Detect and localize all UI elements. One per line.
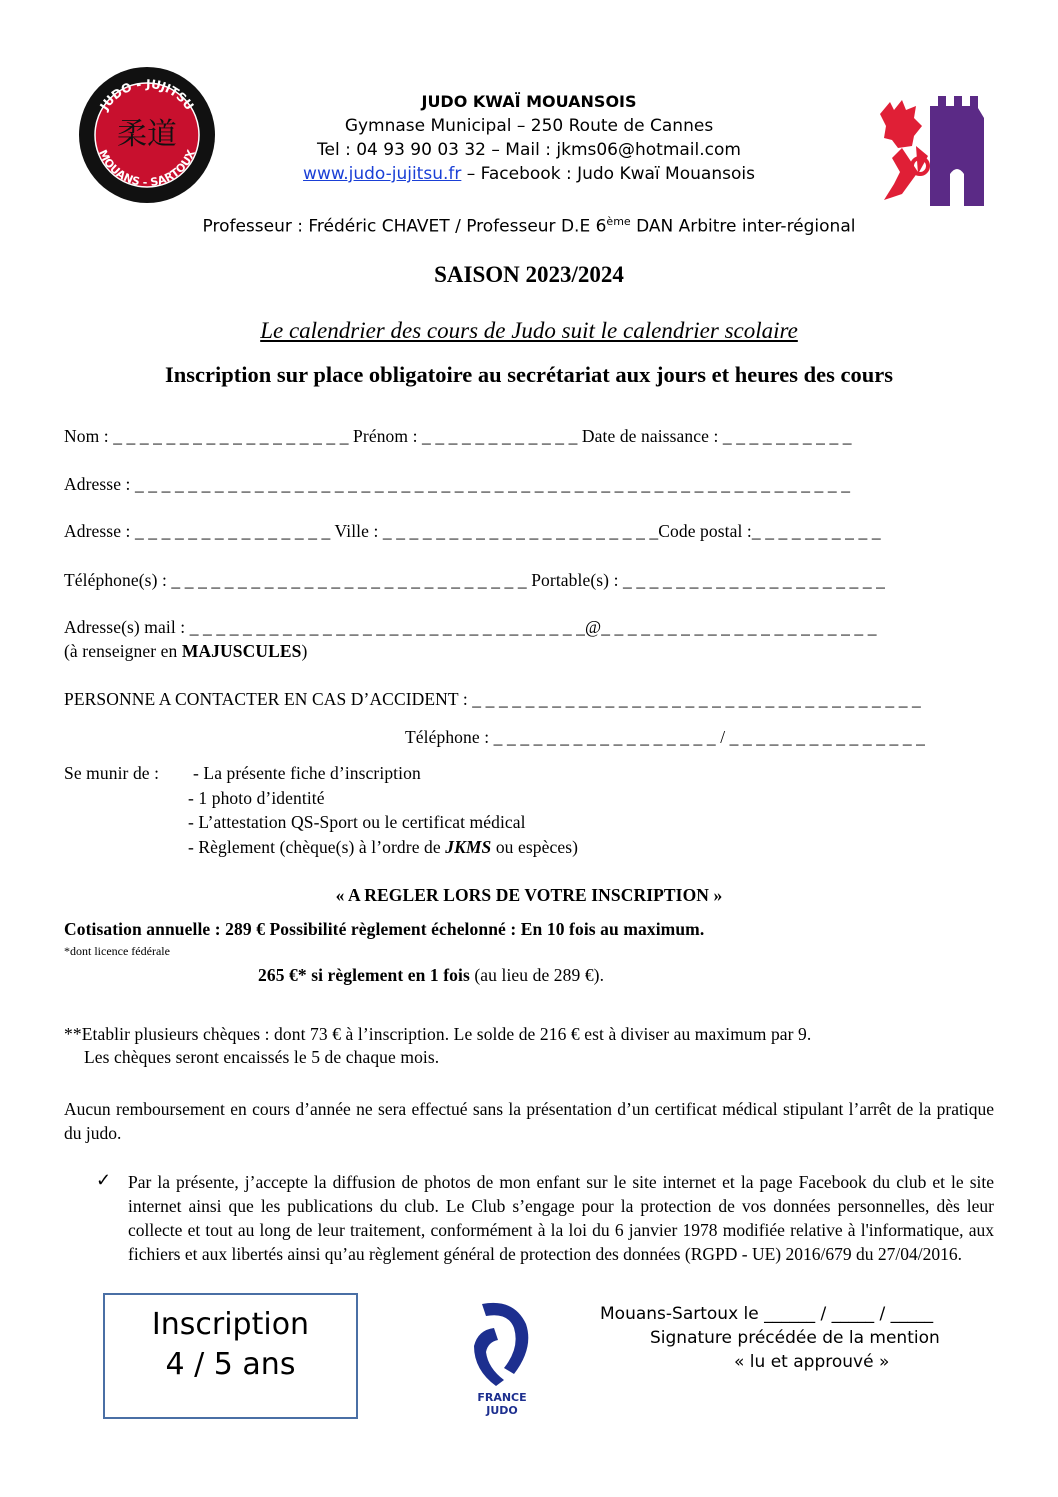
inscription-note: Inscription sur place obligatoire au secrétariat aux jours et heures des cours [164,362,894,387]
refund-note: Aucun remboursement en cours d’année ne sera effectué sans la présentation d’un certificat médical stipulant l’arrêt de la pratique du judo. [64,1099,994,1143]
documents-item-4: - Règlement (chèque(s) à l’ordre de JKMS ou espèces) [188,837,579,857]
form-address-line[interactable]: Adresse : _ _ _ _ _ _ _ _ _ _ _ _ _ _ _ _ _ _ _ _ _ _ _ _ _ _ _ _ _ _ _ _ _ _ _ _ _ _ _ _ _ _ _ _ _ _ _ _ _ _ _ _ _ _ [64,474,851,494]
inscription-box-age: 4 / 5 ans [165,1347,296,1382]
website-link[interactable]: www.judo-jujitsu.fr [303,164,462,184]
facebook-text: – Facebook : Judo Kwaï Mouansois [461,164,755,184]
payment-regler: « A REGLER LORS DE VOTRE INSCRIPTION » [335,885,723,905]
form-email-note: (à renseigner en MAJUSCULES) [64,641,308,661]
documents-label: Se munir de : [64,763,160,783]
form-name-line[interactable]: Nom : _ _ _ _ _ _ _ _ _ _ _ _ _ _ _ _ _ _ Prénom : _ _ _ _ _ _ _ _ _ _ _ _ Date de naissance : _ _ _ _ _ _ _ _ _ _ [64,426,852,446]
signature-approved: « lu et approuvé » [734,1352,890,1372]
consent-text: Par la présente, j’accepte la diffusion de photos de mon enfant sur le site internet et la page Facebook du club et le site internet ainsi que les publications du club. Le Club s’engage pour la protection de vos données personnelles, dès leur collecte et tout au long de leur traitement, conformément à la loi du 6 janvier 1978 modifiée relative à l'informatique, aux fichiers et aux libertés ainsi qu’au règlement général de protection des données (RGPD - UE) 2016/679 du 27/04/2016. [128,1172,994,1264]
documents-item-2: - 1 photo d’identité [188,788,325,808]
payment-cheques-1: **Etablir plusieurs chèques : dont 73 € à l’inscription. Le solde de 216 € est à diviser au maximum par 9. [64,1024,812,1044]
payment-single: 265 €* si règlement en 1 fois (au lieu de 289 €). [258,965,605,985]
club-name: JUDO KWAÏ MOUANSOIS [421,92,637,111]
form-emergency-phone-line[interactable]: Téléphone : _ _ _ _ _ _ _ _ _ _ _ _ _ _ _ _ _ / _ _ _ _ _ _ _ _ _ _ _ _ _ _ _ [405,727,926,747]
boar-shape [880,100,928,200]
logo-kanji: 柔道 [117,117,177,152]
documents-item-3: - L’attestation QS-Sport ou le certificat médical [188,812,526,832]
payment-licence-note: *dont licence fédérale [64,944,170,958]
ffj-line-2: JUDO [486,1404,518,1417]
club-contact: Tel : 04 93 90 03 32 – Mail : jkms06@hotmail.com [317,140,741,160]
france-judo-logo [470,1296,534,1418]
inscription-box-title: Inscription [151,1307,310,1342]
calendar-note: Le calendrier des cours de Judo suit le calendrier scolaire [260,318,798,343]
form-address-city-line[interactable]: Adresse : _ _ _ _ _ _ _ _ _ _ _ _ _ _ _ Ville : _ _ _ _ _ _ _ _ _ _ _ _ _ _ _ _ _ _ _ _ _Code postal :_ _ _ _ _ _ _ _ _ _ [64,521,881,541]
logo-top-text: JUDO - JUJITSU [97,76,197,113]
form-phone-line[interactable]: Téléphone(s) : _ _ _ _ _ _ _ _ _ _ _ _ _ _ _ _ _ _ _ _ _ _ _ _ _ _ _ Portable(s) : _ _ _ _ _ _ _ _ _ _ _ _ _ _ _ _ _ _ _ _ [64,570,886,590]
documents-item-1: - La présente fiche d’inscription [193,763,421,783]
club-address: Gymnase Municipal – 250 Route de Cannes [344,116,714,136]
mouans-sartoux-logo [872,96,990,206]
payment-cheques-2: Les chèques seront encaissés le 5 de chaque mois. [84,1047,440,1067]
payment-cotisation: Cotisation annuelle : 289 € Possibilité règlement échelonné : En 10 fois au maximum. [64,919,705,939]
tower-shape [930,96,984,206]
logo-bottom-text: MOUANS - SARTOUX [95,147,199,190]
form-email-line[interactable]: Adresse(s) mail : _ _ _ _ _ _ _ _ _ _ _ _ _ _ _ _ _ _ _ _ _ _ _ _ _ _ _ _ _ _@_ _ _ _ _ _ _ _ _ _ _ _ _ _ _ _ _ _ _ _ _ [64,617,877,637]
form-emergency-contact-line[interactable]: PERSONNE A CONTACTER EN CAS D’ACCIDENT : _ _ _ _ _ _ _ _ _ _ _ _ _ _ _ _ _ _ _ _ _ _ _ _ _ _ _ _ _ _ _ _ _ _ [64,689,921,709]
season-title: SAISON 2023/2024 [434,262,624,287]
signature-place-date[interactable]: Mouans-Sartoux le ______ / _____ / _____ [600,1304,934,1324]
professor-line: Professeur : Frédéric CHAVET / Professeur D.E 6ème DAN Arbitre inter-régional [202,215,856,237]
checkmark-icon: ✓ [96,1170,112,1190]
ffj-line-1: FRANCE [477,1391,527,1404]
inscription-box [103,1293,358,1419]
signature-mention: Signature précédée de la mention [650,1328,940,1348]
